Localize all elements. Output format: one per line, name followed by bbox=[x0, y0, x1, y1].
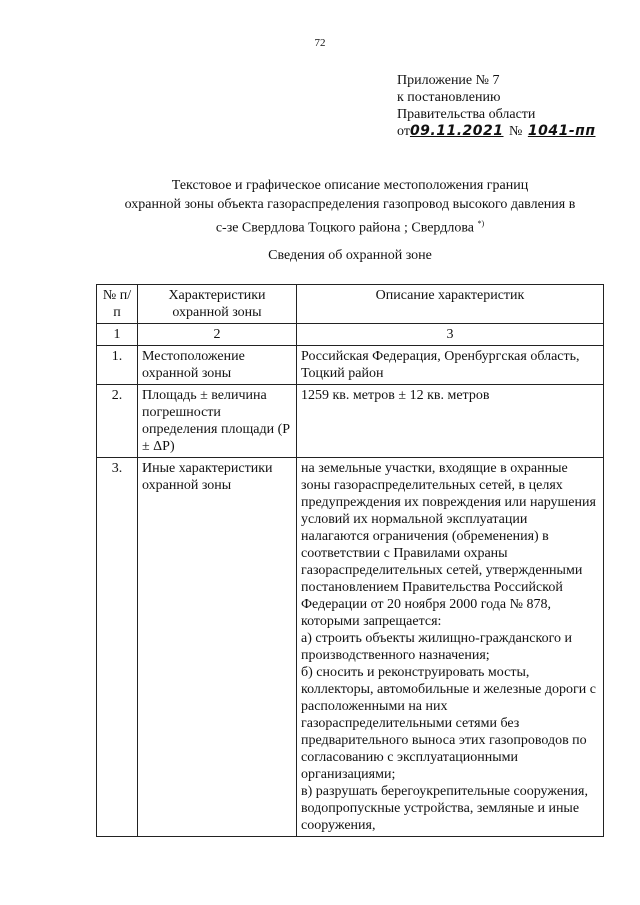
title-line-2: охранной зоны объекта газораспределения газопровод высокого давления в bbox=[124, 197, 576, 212]
appendix-date-line bbox=[397, 123, 596, 140]
title-line-1: Текстовое и графическое описание местоположения границ bbox=[171, 178, 529, 193]
number-prefix: № bbox=[509, 124, 523, 139]
index-cell: 3 bbox=[297, 324, 604, 346]
header-number: № п/п bbox=[97, 285, 138, 324]
row-characteristic: Местоположение охранной зоны bbox=[138, 346, 297, 385]
section-subtitle: Сведения об охранной зоне bbox=[268, 248, 432, 263]
header-characteristic: Характеристики охранной зоны bbox=[138, 285, 297, 324]
table-row bbox=[97, 458, 604, 837]
index-cell: 1 bbox=[97, 324, 138, 346]
appendix-line-2: к постановлению bbox=[397, 90, 501, 105]
date-prefix: от bbox=[397, 124, 410, 139]
title-line-3: с-зе Свердлова Тоцкого района ; Свердлова *) bbox=[215, 219, 485, 236]
document-title bbox=[95, 176, 605, 238]
page-number: 72 bbox=[314, 37, 326, 49]
restriction-item: а) строить объекты жилищно-гражданского и производственного назначения; bbox=[301, 631, 572, 663]
description-intro: на земельные участки, входящие в охранные зоны газораспределительных сетей, в целях предупреждения их повреждения или нарушения условий их нормальной эксплуатации налагаются ограничения (обременения) в соответствии с Правилами охраны газораспределительных сетей, утвержденными постановлением Правительства Российской Федерации от 20 ноября 2000 года № 878, которыми запрещается: bbox=[301, 461, 596, 629]
appendix-block bbox=[397, 72, 596, 140]
row-number: 2. bbox=[97, 385, 138, 458]
index-cell: 2 bbox=[138, 324, 297, 346]
handwritten-date: 09.11.2021 bbox=[409, 123, 504, 139]
table-row bbox=[97, 346, 604, 385]
table-row bbox=[97, 385, 604, 458]
row-characteristic: Площадь ± величина погрешности определения площади (Р ± ΔР) bbox=[138, 385, 297, 458]
zone-table bbox=[96, 284, 604, 837]
handwritten-number: 1041-пп bbox=[527, 123, 596, 139]
row-description: Российская Федерация, Оренбургская область, Тоцкий район bbox=[297, 346, 604, 385]
appendix-line-3: Правительства области bbox=[397, 107, 536, 122]
row-description: 1259 кв. метров ± 12 кв. метров bbox=[297, 385, 604, 458]
row-characteristic: Иные характеристики охранной зоны bbox=[138, 458, 297, 837]
row-number: 1. bbox=[97, 346, 138, 385]
row-description bbox=[297, 458, 604, 837]
table-index-row bbox=[97, 324, 604, 346]
row-number: 3. bbox=[97, 458, 138, 837]
appendix-line-1: Приложение № 7 bbox=[397, 73, 500, 88]
header-description: Описание характеристик bbox=[297, 285, 604, 324]
restriction-item: б) сносить и реконструировать мосты, коллекторы, автомобильные и железные дороги с расположенными на них газораспределительными сетями без предварительного выноса этих газопроводов по согласованию с эксплуатационными организациями; bbox=[301, 665, 596, 782]
table-header-row bbox=[97, 285, 604, 324]
restriction-item: в) разрушать берегоукрепительные сооружения, водопропускные устройства, земляные и иные сооружения, bbox=[301, 784, 588, 833]
footnote-mark: *) bbox=[477, 219, 485, 228]
